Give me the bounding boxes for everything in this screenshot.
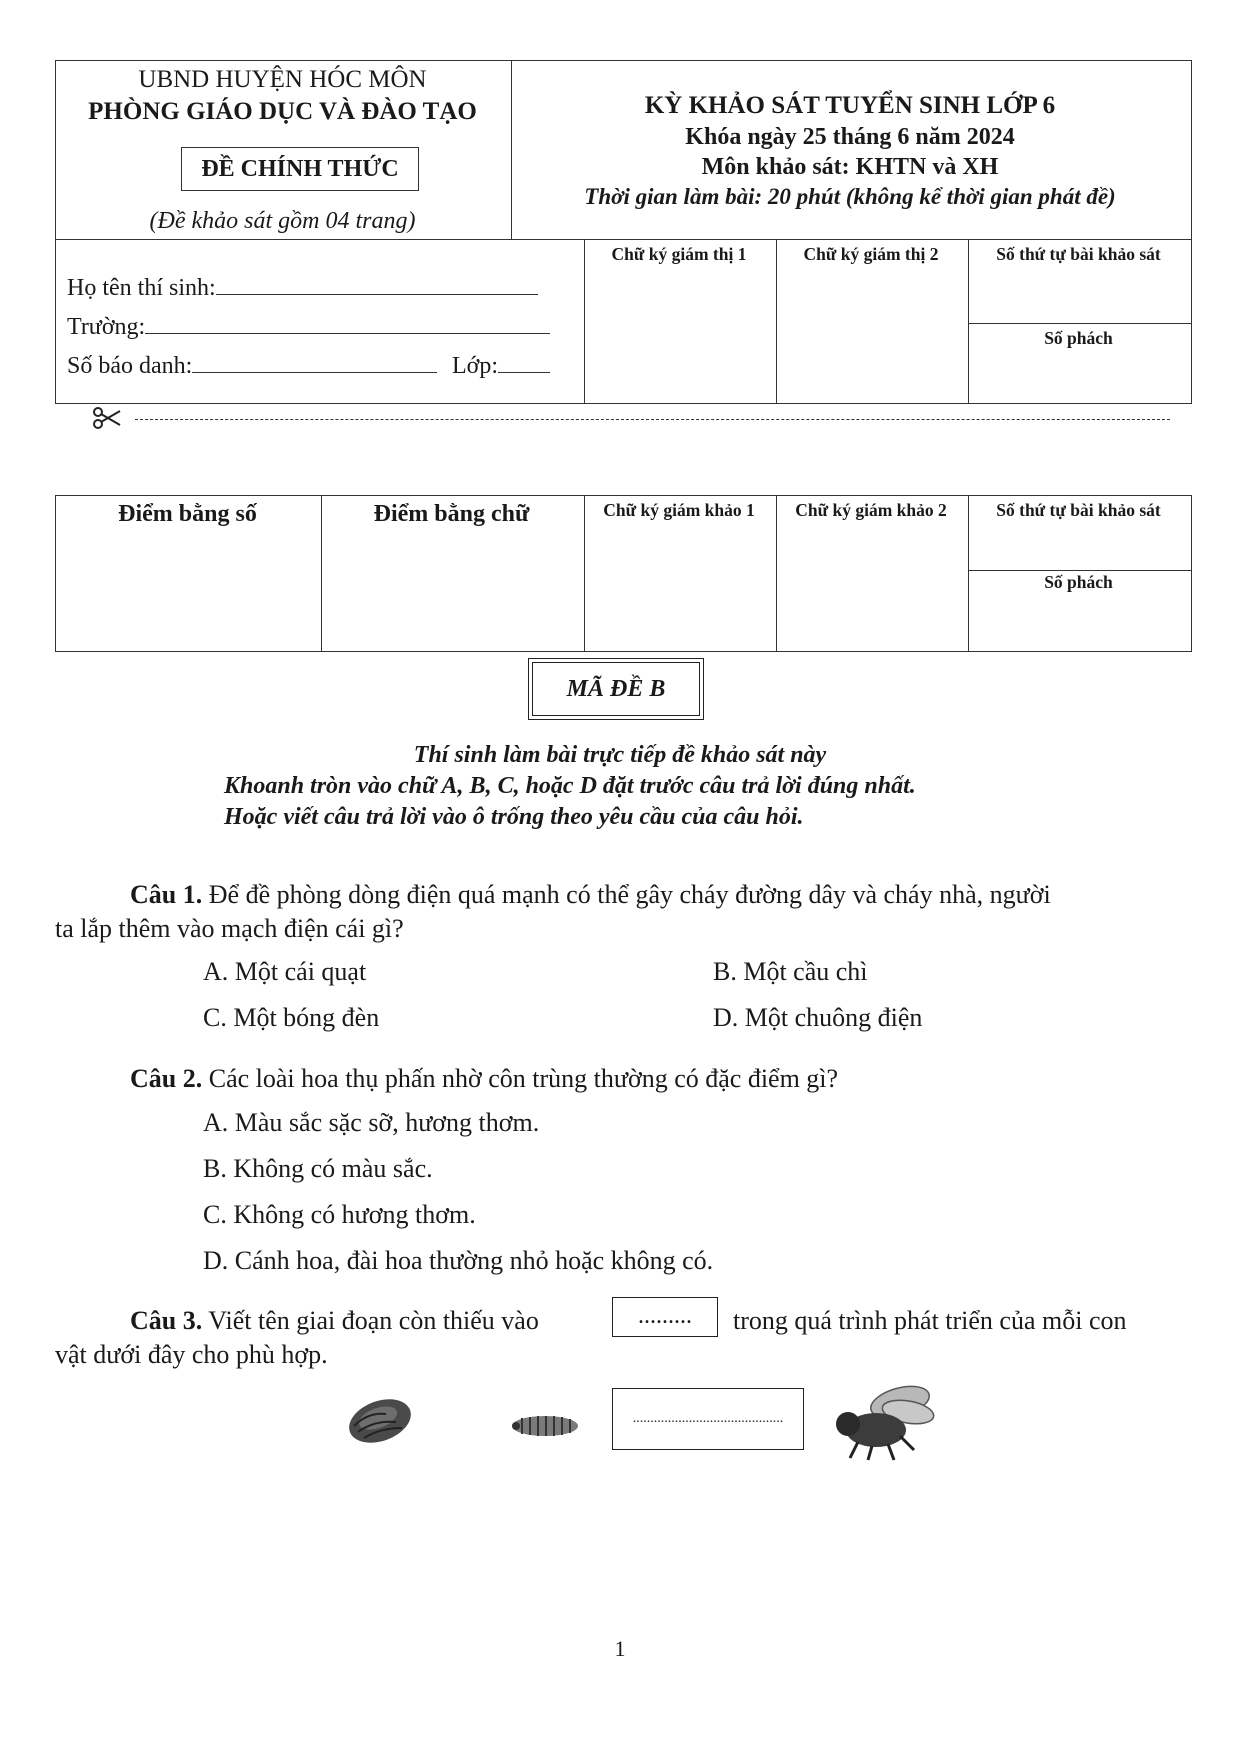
q1-option-b[interactable]: B. Một cầu chì [713,957,868,986]
score-number-label: Điểm bằng số [118,501,257,527]
examiner1-signature-label: Chữ ký giám khảo 1 [603,500,755,520]
question-3-label: Câu 3. [130,1306,203,1335]
candidate-name-label: Họ tên thí sinh: [67,275,216,301]
q1-option-d[interactable]: D. Một chuông điện [713,1003,923,1032]
candidate-name-line[interactable] [216,272,538,295]
life-cycle-answer-box[interactable]: ........................................... [612,1388,804,1450]
inline-answer-box: ......... [612,1297,718,1337]
school-field[interactable] [67,311,550,341]
question-3-text-after: trong quá trình phát triển của mỗi con [733,1306,1127,1335]
question-1-text-line2: ta lắp thêm vào mạch điện cái gì? [55,914,404,943]
question-3-text-before: Viết tên giai đoạn còn thiếu vào [202,1306,539,1335]
official-label: ĐỀ CHÍNH THỨC [181,147,419,191]
exam-title: KỲ KHẢO SÁT TUYỂN SINH LỚP 6 [644,92,1056,119]
candidate-id-line[interactable] [192,350,437,373]
candidate-id-field[interactable] [67,350,437,380]
question-2-label: Câu 2. [130,1064,203,1093]
proctor1-signature-label: Chữ ký giám thị 1 [611,244,747,264]
time-note: Thời gian làm bài: 20 phút (không kể thời gian phát đề) [584,184,1116,209]
pupa-image [340,1392,420,1450]
exam-code: MÃ ĐỀ B [532,662,700,716]
order-number-label: Số thứ tự bài khảo sát [996,244,1161,264]
class-field[interactable] [452,350,550,380]
question-3-text-line2: vật dưới đây cho phù hợp. [55,1340,328,1369]
page-number: 1 [614,1636,626,1661]
class-line[interactable] [498,350,550,373]
q2-option-c[interactable]: C. Không có hương thơm. [203,1200,476,1229]
agency-name: UBND HUYỆN HÓC MÔN [138,66,427,93]
instruction-line-3: Hoặc viết câu trả lời vào ô trống theo yêu cầu của câu hỏi. [224,804,804,830]
fly-image [830,1380,945,1462]
question-2-text: Các loài hoa thụ phấn nhờ côn trùng thường có đặc điểm gì? [202,1064,839,1093]
department-name: PHÒNG GIÁO DỤC VÀ ĐÀO TẠO [88,98,477,125]
examiner2-signature-label: Chữ ký giám khảo 2 [795,500,947,520]
larva-image [508,1408,582,1444]
q1-option-c[interactable]: C. Một bóng đèn [203,1003,380,1032]
class-label: Lớp: [452,353,499,379]
instruction-line-1: Thí sinh làm bài trực tiếp đề khảo sát này [413,742,827,768]
score-secret-number-label: Số phách [1044,572,1113,592]
q2-option-d[interactable]: D. Cánh hoa, đài hoa thường nhỏ hoặc không có. [203,1246,714,1275]
exam-date: Khóa ngày 25 tháng 6 năm 2024 [685,124,1015,150]
school-label: Trường: [67,314,146,340]
question-2 [130,1062,838,1096]
instruction-line-2: Khoanh tròn vào chữ A, B, C, hoặc D đặt trước câu trả lời đúng nhất. [224,773,916,799]
q1-option-a[interactable]: A. Một cái quạt [203,957,367,986]
scissors-icon [92,405,122,431]
school-line[interactable] [145,311,550,334]
candidate-name-field[interactable] [67,272,538,302]
question-3 [130,1304,539,1338]
question-1 [130,878,1190,912]
exam-code-box [528,658,704,720]
cut-line [135,419,1170,420]
exam-subject: Môn khảo sát: KHTN và XH [701,154,999,180]
score-words-label: Điểm bằng chữ [373,501,530,527]
secret-number-label: Số phách [1044,328,1113,348]
score-order-number-label: Số thứ tự bài khảo sát [996,500,1161,520]
q2-option-b[interactable]: B. Không có màu sắc. [203,1154,433,1183]
pages-note: (Đề khảo sát gồm 04 trang) [149,208,416,234]
question-1-text-line1: Để đề phòng dòng điện quá mạnh có thể gây cháy đường dây và cháy nhà, người [202,880,1051,909]
candidate-id-label: Số báo danh: [67,353,193,379]
proctor2-signature-label: Chữ ký giám thị 2 [803,244,939,264]
question-1-label: Câu 1. [130,880,203,909]
q2-option-a[interactable]: A. Màu sắc sặc sỡ, hương thơm. [203,1108,540,1137]
